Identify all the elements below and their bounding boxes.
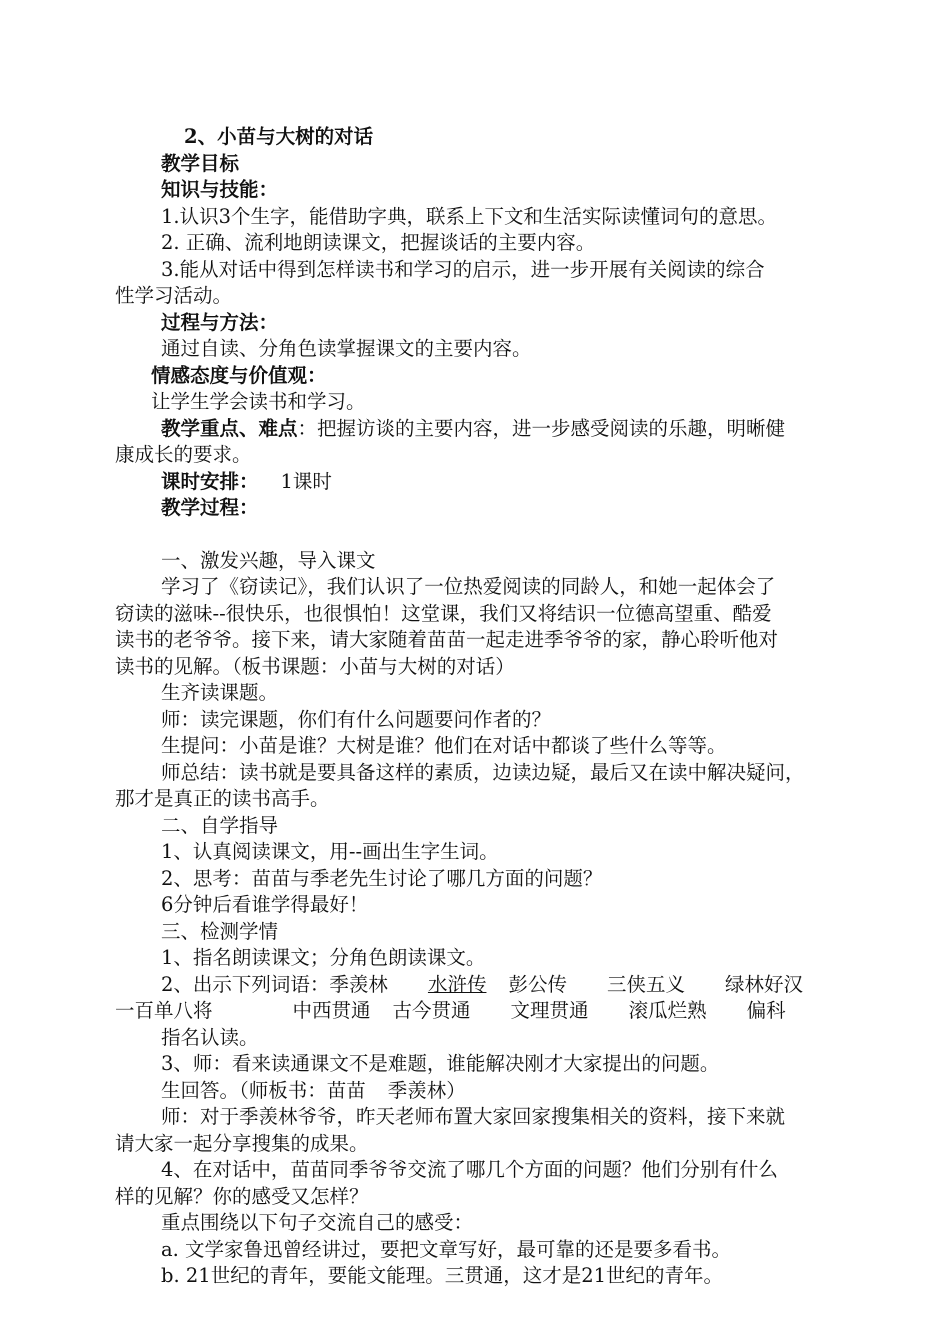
schedule-label: 课时安排： xyxy=(161,469,259,493)
intro-para-line-3: 读书的老爷爷。接下来，请大家随着苗苗一起走进季爷爷的家，静心聆听他对 xyxy=(115,628,779,651)
heading-process-method: 过程与方法： xyxy=(161,310,279,334)
intro-para-line-2: 窃读的滋味--很快乐，也很惧怕！这堂课，我们又将结识一位德高望重、酷爱 xyxy=(115,601,772,625)
vocab-word-3: 彭公传 xyxy=(508,972,567,996)
vocab-word-9: 滚瓜烂熟 xyxy=(628,999,707,1022)
lesson-title: 2、小苗与大树的对话 xyxy=(184,125,374,148)
student-questions: 生提问：小苗是谁？大树是谁？他们在对话中都谈了些什么等等。 xyxy=(161,734,727,757)
check-name-read: 指名认读。 xyxy=(161,1025,259,1049)
vocab-word-4: 三侠五义 xyxy=(606,972,685,996)
schedule-line xyxy=(115,469,855,496)
section-3-heading: 三、检测学情 xyxy=(161,919,279,943)
board-note-2: 季羡林） xyxy=(387,1078,466,1102)
intro-para-line-4: 读书的见解。（板书课题：小苗与大树的对话） xyxy=(115,654,515,678)
goal-item-1: 1.认识3个生字，能借助字典，联系上下文和生活实际读懂词句的意思。 xyxy=(161,204,778,228)
vocab-word-10: 偏科 xyxy=(746,999,786,1022)
heading-emotion-values: 情感态度与价值观： xyxy=(151,363,327,387)
focus-sentence-a: a. 文学家鲁迅曾经讲过，要把文章写好，最可靠的还是要多看书。 xyxy=(161,1237,732,1261)
goal-item-2: 2. 正确、流利地朗读课文，把握谈话的主要内容。 xyxy=(161,231,596,254)
process-text: 通过自读、分角色读掌握课文的主要内容。 xyxy=(161,337,532,360)
vocab-line-1 xyxy=(115,972,855,999)
section-1-heading: 一、激发兴趣，导入课文 xyxy=(161,548,376,572)
teacher-question: 师：读完课题，你们有什么问题要问作者的？ xyxy=(161,707,552,731)
vocab-word-6: 中西贯通 xyxy=(292,999,371,1022)
vocab-word-2: 水浒传 xyxy=(427,972,487,996)
intro-para-line-1: 学习了《窃读记》，我们认识了一位热爱阅读的同龄人，和她一起体会了 xyxy=(161,575,776,598)
self-study-item-2: 2、思考：苗苗与季老先生讨论了哪几方面的问题？ xyxy=(161,866,603,890)
lesson-plan xyxy=(115,124,855,1290)
heading-teaching-process: 教学过程： xyxy=(161,496,259,519)
self-study-item-3: 6分钟后看谁学得最好！ xyxy=(161,893,369,916)
teacher-summary-line-2: 那才是真正的读书高手。 xyxy=(115,787,330,810)
vocab-label: 2、出示下列词语： xyxy=(161,972,330,996)
teacher-ji-line-1: 师：对于季羡林爷爷，昨天老师布置大家回家搜集相关的资料，接下来就 xyxy=(161,1105,786,1128)
teacher-summary-line-1: 师总结：读书就是要具备这样的素质，边读边疑，最后又在读中解决疑问， xyxy=(161,760,805,784)
check-item-1: 1、指名朗读课文；分角色朗读课文。 xyxy=(161,946,486,969)
teacher-ji-line-2: 请大家一起分享搜集的成果。 xyxy=(115,1131,369,1155)
key-points-cont: 康成长的要求。 xyxy=(115,443,252,466)
students-read-title: 生齐读课题。 xyxy=(161,681,279,704)
self-study-item-1: 1、认真阅读课文，用--画出生字生词。 xyxy=(161,840,499,863)
key-points-label: 教学重点、难点 xyxy=(161,416,298,440)
student-answer: 生回答。 xyxy=(161,1078,240,1102)
vocab-word-7: 古今贯通 xyxy=(392,999,471,1022)
vocab-word-5-cont: 一百单八将 xyxy=(115,999,213,1022)
vocab-line-2 xyxy=(115,998,855,1025)
vocab-word-1: 季羡林 xyxy=(329,972,388,996)
section-2-heading: 二、自学指导 xyxy=(161,813,279,837)
key-points-text: ：把握访谈的主要内容，进一步感受阅读的乐趣，明晰健 xyxy=(297,416,786,440)
check-item-3: 3、师：看来读通课文不是难题，谁能解决刚才大家提出的问题。 xyxy=(161,1052,720,1075)
schedule-value: 1课时 xyxy=(280,469,332,493)
student-answer-line xyxy=(115,1078,855,1105)
heading-teaching-goals: 教学目标 xyxy=(161,151,240,175)
board-note: （师板书：苗苗 xyxy=(239,1078,366,1102)
check-item-4-line-2: 样的见解？你的感受又怎样？ xyxy=(115,1184,369,1208)
heading-knowledge-skills: 知识与技能： xyxy=(161,178,279,201)
vocab-word-8: 文理贯通 xyxy=(510,999,589,1022)
emotion-text: 让学生学会读书和学习。 xyxy=(151,390,366,413)
focus-sentence-b: b. 21世纪的青年，要能文能理。三贯通，这才是21世纪的青年。 xyxy=(161,1264,724,1287)
vocab-word-5: 绿林好汉 xyxy=(724,972,803,996)
key-points-line xyxy=(115,416,855,443)
focus-sentences-intro: 重点围绕以下句子交流自己的感受： xyxy=(161,1211,474,1234)
goal-item-3: 3.能从对话中得到怎样读书和学习的启示，进一步开展有关阅读的综合 xyxy=(161,257,765,281)
check-item-4-line-1: 4、在对话中，苗苗同季爷爷交流了哪几个方面的问题？他们分别有什么 xyxy=(161,1158,778,1181)
goal-item-3-cont: 性学习活动。 xyxy=(115,284,233,307)
